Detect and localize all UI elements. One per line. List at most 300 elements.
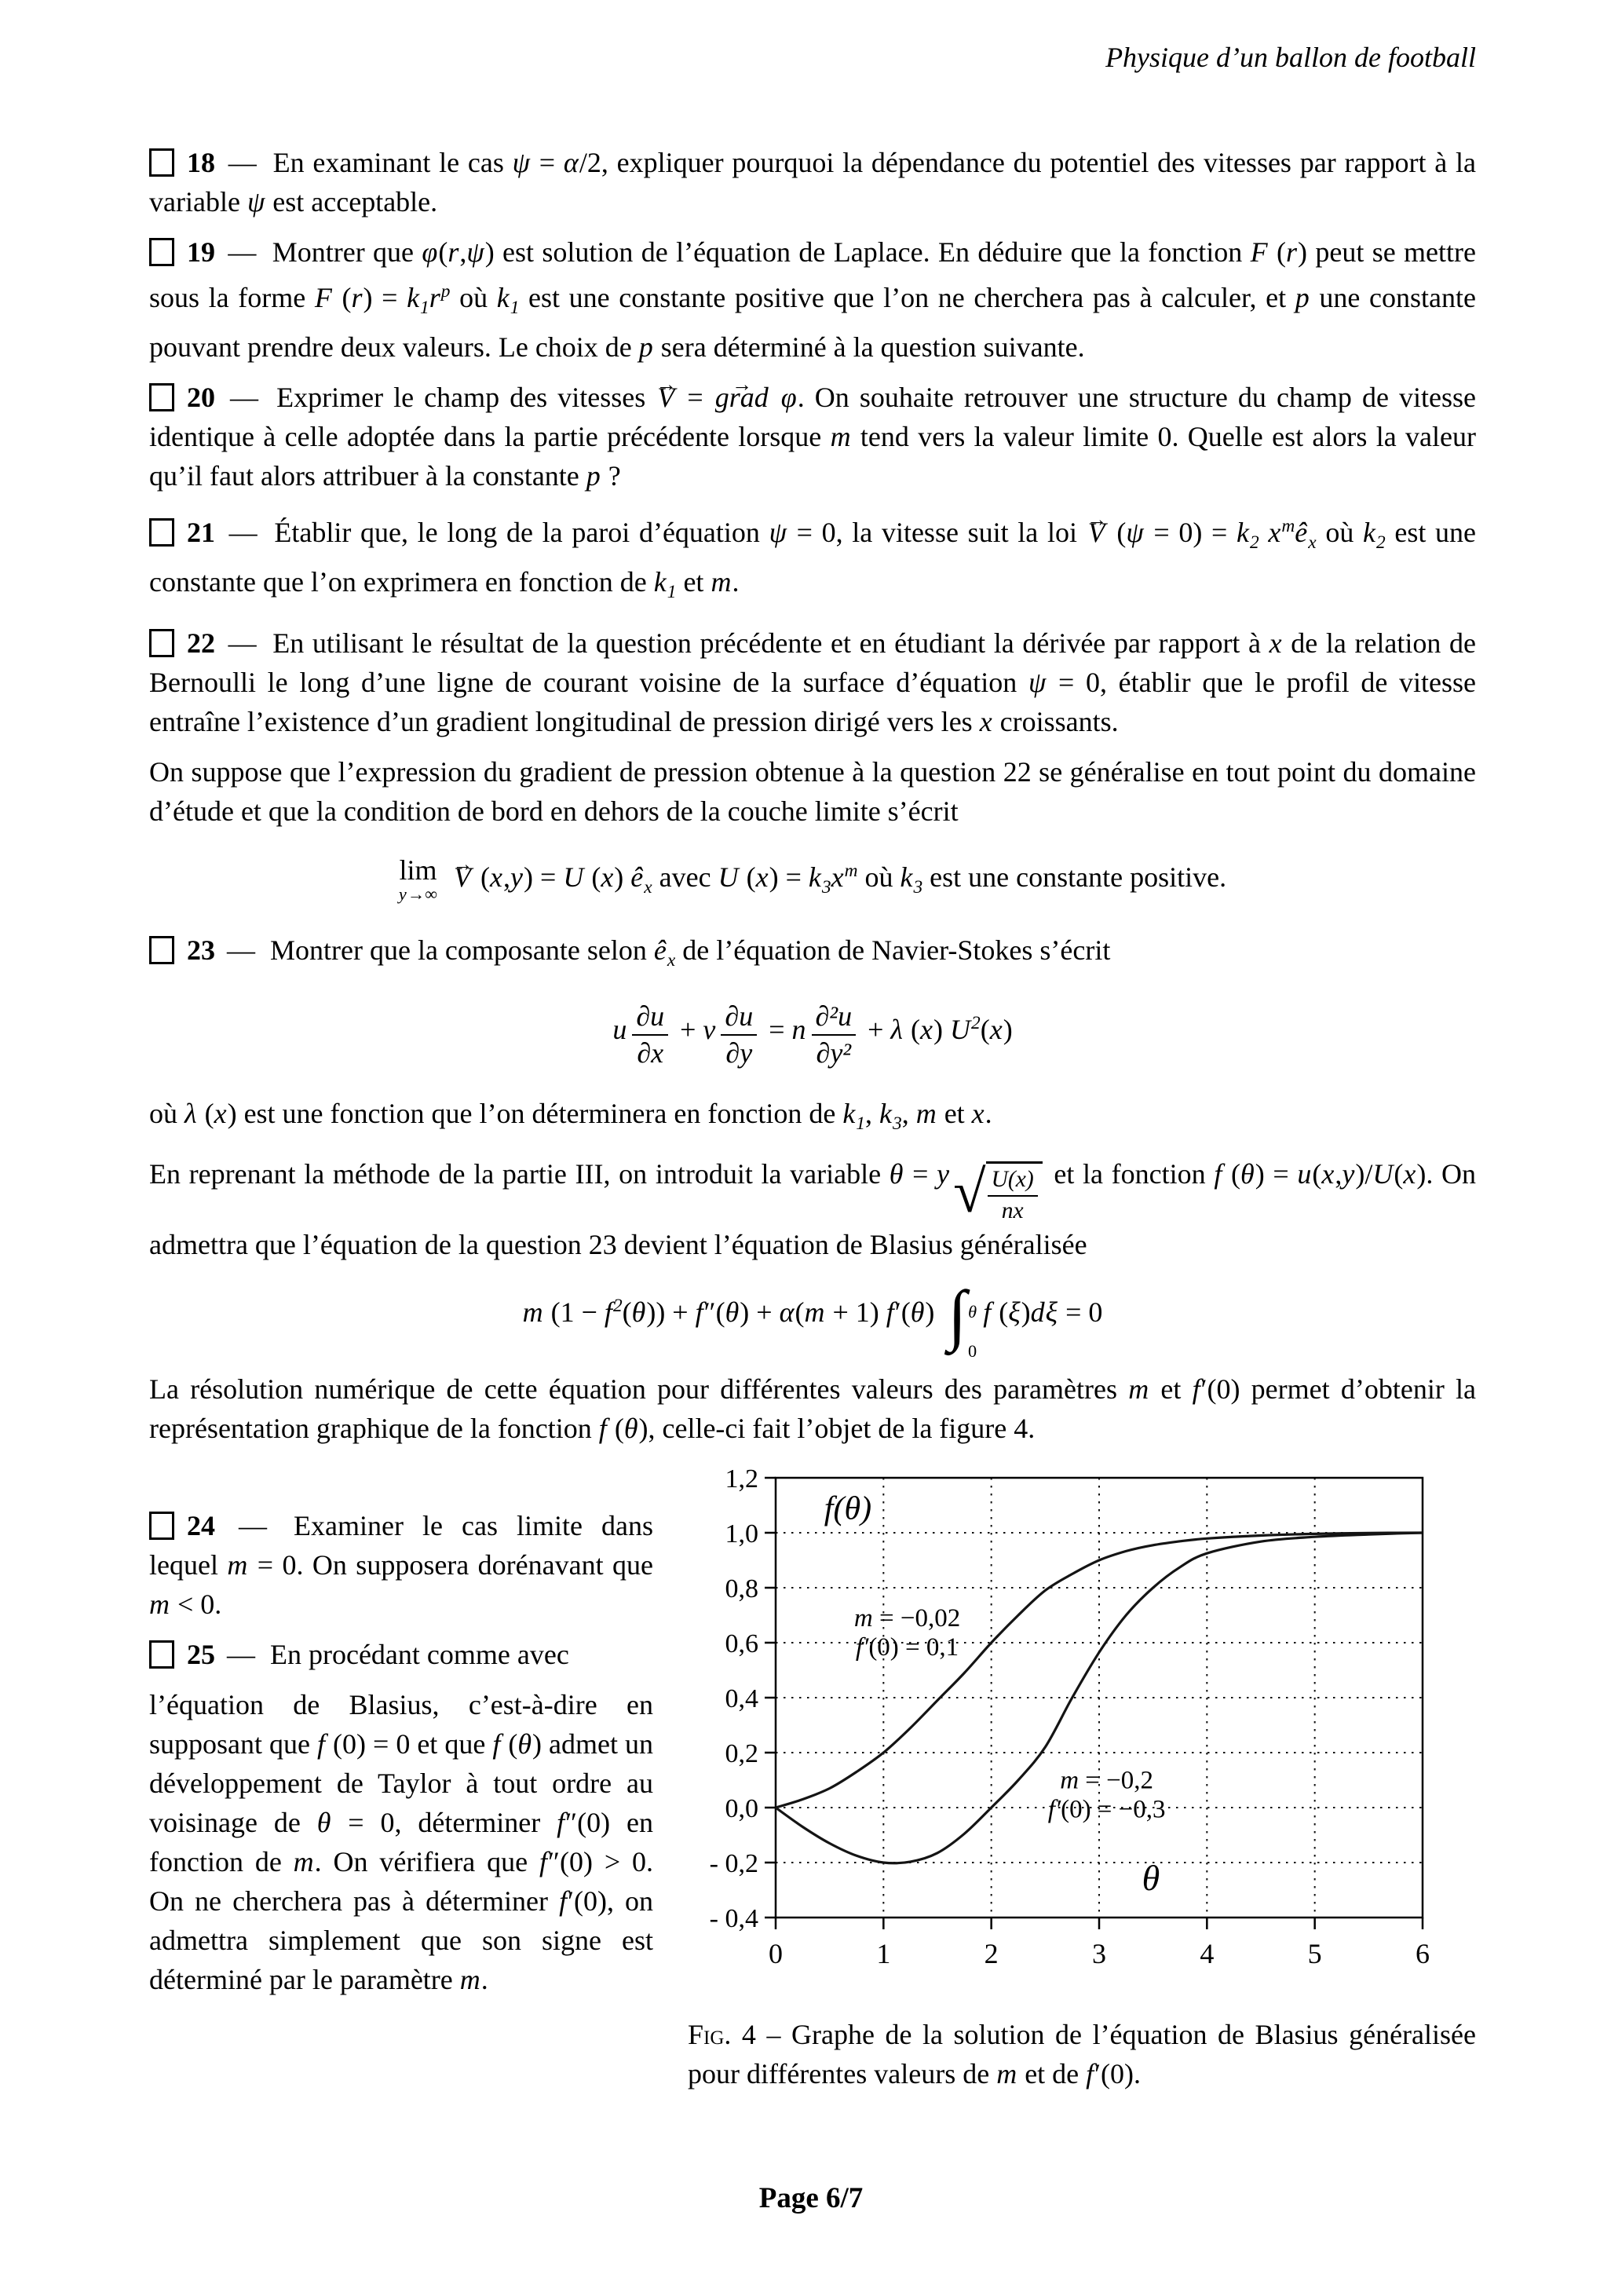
text-run: = 0. On supposera dorénavant que	[248, 1548, 653, 1581]
text-run: ′(0) permet d’obtenir la représentation graphique de la fonction	[149, 1373, 1476, 1444]
math-var: f	[886, 1296, 894, 1328]
right-column	[688, 1465, 1476, 2093]
subscript: 3	[913, 876, 923, 898]
series-2-annotation: m = −0,2	[1060, 1766, 1154, 1795]
text-run: croissants.	[992, 705, 1119, 737]
text-run: ) admet un développement de Taylor à tout ordre au voisinage de	[149, 1727, 653, 1838]
math-var: p	[586, 460, 601, 492]
math-var: θ	[517, 1727, 532, 1760]
math-var: k	[653, 566, 667, 598]
math-var: k	[808, 861, 821, 893]
text-run: – Graphe de la solution de l’équation de Blasius généralisée pour différentes valeurs de	[688, 2018, 1476, 2089]
text-run: Exprimer le champ des vitesses	[276, 382, 656, 414]
math-var: F	[1250, 236, 1268, 268]
lambda-note	[149, 1094, 1476, 1143]
math-var: u	[1297, 1157, 1312, 1190]
text-run: →∞	[407, 884, 438, 905]
text-run: =	[531, 147, 564, 178]
text-run: une constante pouvant prendre deux valeurs. Le choix de	[149, 282, 1476, 364]
subscript: 3	[892, 1113, 902, 1134]
question-dash: —	[220, 627, 265, 659]
question-24	[149, 1506, 653, 1624]
math-var: k	[900, 861, 913, 893]
text-run: et	[937, 1097, 972, 1129]
figure4-chart	[688, 1465, 1476, 1996]
math-var: U	[718, 861, 739, 893]
text-run	[445, 861, 452, 893]
text-run: (	[992, 1296, 1009, 1328]
math-var: φ	[422, 236, 438, 268]
two-column-section	[149, 1465, 1476, 2093]
text-run: ) =	[1255, 1157, 1298, 1190]
math-var: m	[227, 1548, 248, 1581]
math-var: U	[1372, 1157, 1394, 1190]
text-run: = 0, déterminer	[331, 1806, 557, 1838]
text-run: ,	[1335, 1157, 1343, 1190]
text-run: ) =	[769, 861, 809, 893]
text-run: ,	[459, 236, 467, 268]
text-run: (0) = 0 et que	[326, 1727, 493, 1760]
main-flow	[149, 143, 1476, 1448]
math-var: ψ	[1126, 517, 1144, 549]
integral: ∫ θ 0	[948, 1276, 977, 1361]
subscript: x	[667, 949, 676, 971]
math-var: f	[492, 1727, 501, 1760]
math-var: x	[490, 861, 503, 893]
math-var: r	[1286, 236, 1298, 268]
figure4	[688, 1465, 1476, 1996]
math-var: λ	[890, 1013, 904, 1045]
math-var: ê	[630, 861, 644, 893]
text-run: (	[473, 861, 491, 893]
question-dash: —	[220, 147, 265, 178]
text-run: ) =	[524, 861, 564, 893]
resolution-note	[149, 1369, 1476, 1448]
text-run: . On vérifiera que	[314, 1845, 539, 1877]
y-tick-label: 0,2	[725, 1738, 758, 1768]
text-run: .	[985, 1097, 992, 1129]
math-var: v	[703, 1013, 716, 1045]
text-run: En utilisant le résultat de la question précédente et en étudiant la dérivée par rapport à	[272, 627, 1269, 659]
theta-intro	[149, 1154, 1476, 1264]
text-run: (	[622, 1296, 632, 1328]
math-var: φ	[780, 382, 797, 414]
question-dash: —	[220, 1509, 287, 1541]
math-var: n	[791, 1013, 806, 1045]
square-root: √ $\frac{U(x)}{nx}$	[953, 1161, 1043, 1225]
superscript: m	[1281, 516, 1295, 537]
text-run: +	[673, 1013, 703, 1045]
superscript: 2	[612, 1295, 623, 1316]
math-var: p	[638, 331, 653, 364]
x-tick-label: 0	[769, 1937, 783, 1969]
y-axis-label: f(θ)	[824, 1490, 872, 1527]
subscript: 1	[420, 298, 429, 319]
math-var: k	[842, 1097, 856, 1129]
series-1-annotation: m = −0,02	[853, 1603, 961, 1632]
text-run: )	[1003, 1013, 1013, 1045]
series-2-annotation: f′(0) = −0,3	[1047, 1795, 1166, 1824]
text-run: ), celle-ci fait l’objet de la figure 4.	[638, 1412, 1036, 1444]
question-number: 23	[187, 934, 215, 966]
text-run: )	[1021, 1296, 1031, 1328]
text-run: < 0.	[170, 1588, 222, 1620]
math-var: ψ	[512, 147, 531, 178]
text-run: En examinant le cas	[272, 147, 513, 178]
text-run: ′(0).	[1094, 2057, 1142, 2089]
text-run: et	[1149, 1373, 1193, 1405]
math-var: y	[937, 1157, 950, 1190]
question-20	[149, 378, 1476, 495]
text-run: La résolution numérique de cette équation pour différentes valeurs des paramètres	[149, 1373, 1129, 1405]
question-number: 25	[187, 1638, 215, 1670]
math-var: f	[1086, 2057, 1094, 2089]
text-run: =	[762, 1013, 792, 1045]
text-run: (	[795, 1296, 805, 1328]
subscript: 2	[1375, 532, 1386, 554]
text-run: ′(	[894, 1296, 911, 1328]
subscript: 1	[510, 298, 520, 319]
math-var: f	[604, 1296, 612, 1328]
text-run	[771, 382, 781, 413]
math-var: k	[407, 282, 420, 313]
text-run: ″(0) en fonction de	[149, 1806, 654, 1877]
math-var: θ	[889, 1157, 904, 1190]
x-tick-label: 1	[876, 1937, 891, 1969]
math-var: f	[695, 1296, 703, 1328]
question-number: 19	[187, 236, 215, 268]
math-var: y	[398, 884, 407, 905]
subscript: 2	[1249, 532, 1259, 554]
text-run: Montrer que la composante selon	[270, 934, 654, 966]
text-run: et de	[1017, 2057, 1087, 2089]
superscript: 2	[971, 1012, 981, 1033]
text-run: et	[676, 566, 711, 598]
math-var: f	[1192, 1373, 1200, 1405]
text-run: ) +	[740, 1296, 780, 1328]
math-var: m	[804, 1296, 825, 1328]
question-number: 24	[187, 1509, 215, 1541]
question-checkbox-icon	[149, 148, 174, 177]
math-var: ξ	[1008, 1296, 1021, 1328]
text-run: ′(0), on admettra simplement que son signe est déterminé par le paramètre	[149, 1885, 654, 1995]
question-25-continued	[149, 1685, 653, 1999]
question-number: 21	[187, 517, 215, 549]
y-tick-label: - 0,4	[709, 1903, 758, 1933]
math-var: U	[950, 1013, 970, 1045]
math-var: x	[979, 705, 992, 737]
fraction: $\frac{\text{∂²u}}{\text{∂y²}}$	[812, 1000, 857, 1070]
text-run: ) peut se mettre sous la forme	[149, 236, 1476, 313]
figure4-caption	[688, 2015, 1476, 2093]
text-run: (	[904, 1013, 921, 1045]
math-var: k	[1363, 517, 1375, 549]
math-var: m	[522, 1296, 543, 1328]
text-run: où	[1316, 517, 1363, 549]
text-run: =	[677, 382, 714, 414]
text-run: (	[980, 1013, 990, 1045]
text-run: ″(	[703, 1296, 725, 1328]
math-var: m	[1128, 1373, 1149, 1405]
page-number: Page 6/7	[758, 2182, 864, 2214]
text-run: est une constante que l’on exprimera en fonction de	[149, 517, 1477, 598]
text-run: ) =	[363, 282, 407, 313]
math-var: x	[1403, 1157, 1416, 1190]
question-dash: —	[220, 382, 269, 414]
text-run: (	[1268, 236, 1286, 268]
math-var: d	[1030, 1296, 1045, 1328]
x-tick-label: 3	[1092, 1937, 1106, 1969]
text-run: où	[450, 282, 497, 313]
math-var: k	[1237, 517, 1249, 549]
math-var: f	[557, 1806, 565, 1838]
math-var: ψ	[466, 236, 484, 268]
text-run: = 0, la vitesse suit la loi	[787, 517, 1087, 549]
text-run: =	[904, 1157, 937, 1190]
text-run: )	[933, 1013, 950, 1045]
math-var: m	[915, 1097, 937, 1129]
text-run: )/	[1355, 1157, 1373, 1190]
fraction: $\frac{U(x)}{nx}$	[988, 1167, 1038, 1225]
text-run: ″(0) > 0. On ne cherchera pas à déterminer	[149, 1845, 653, 1917]
question-checkbox-icon	[149, 1640, 174, 1669]
superscript: p	[440, 281, 451, 302]
limit: lim y→∞	[398, 854, 438, 905]
math-var: x	[920, 1013, 933, 1045]
math-var: m	[996, 2057, 1017, 2089]
vector-arrow: → grad	[714, 378, 771, 417]
math-var: r	[429, 282, 440, 313]
text-run: de la relation de Bernoulli le long d’une ligne de courant voisine de la surface d’équation	[149, 627, 1477, 698]
vector-arrow: → V	[1087, 513, 1108, 552]
text-run: où	[857, 861, 901, 893]
math-var: f	[1214, 1157, 1222, 1190]
text-run: .	[480, 1963, 488, 1995]
text-run: )	[925, 1296, 942, 1328]
text-run: . On souhaite retrouver une structure du champ de vitesse identique à celle adoptée dans la partie précédente lorsque	[149, 382, 1476, 453]
math-var: f	[317, 1727, 326, 1760]
math-var: x	[214, 1097, 227, 1129]
question-dash: —	[220, 1638, 262, 1670]
text-run: ) est solution de l’équation de Laplace. En déduire que la fonction	[484, 236, 1251, 268]
question-22	[149, 623, 1476, 741]
subscript: 1	[856, 1113, 865, 1134]
math-var: k	[879, 1097, 892, 1129]
text-run: ). On admettra que l’équation de la question 23 devient l’équation de Blasius généralisée	[149, 1157, 1476, 1260]
text-run: de l’équation de Navier-Stokes s’écrit	[675, 934, 1111, 966]
y-tick-label: 0,6	[725, 1629, 758, 1658]
text-run: En reprenant la méthode de la partie III, on introduit la variable	[149, 1157, 890, 1190]
math-var: x	[989, 1013, 1003, 1045]
question-21	[149, 506, 1476, 612]
y-tick-label: 0,8	[725, 1574, 758, 1603]
text-run: est acceptable.	[265, 186, 438, 218]
x-tick-label: 5	[1307, 1937, 1322, 1969]
math-var: x	[755, 861, 769, 893]
math-var: y	[1342, 1157, 1355, 1190]
math-var: ψ	[247, 186, 265, 218]
text-run: = 0) =	[1144, 517, 1237, 549]
text-run: (	[438, 236, 448, 268]
math-var: U	[563, 861, 584, 893]
text-run: (	[1312, 1157, 1322, 1190]
subscript: 3	[821, 876, 831, 898]
equation-limit	[149, 851, 1476, 907]
math-var: λ	[184, 1097, 197, 1129]
y-tick-label: 0,0	[725, 1793, 758, 1823]
math-var: α	[779, 1296, 795, 1328]
assumption-note	[149, 752, 1476, 831]
x-tick-label: 2	[984, 1937, 999, 1969]
text-run: ,	[901, 1097, 916, 1129]
math-var: ξ	[1045, 1296, 1058, 1328]
text-run: (	[1394, 1157, 1404, 1190]
question-checkbox-icon	[149, 383, 174, 411]
question-19	[149, 232, 1476, 367]
math-var: F	[314, 282, 332, 313]
equation-blasius	[149, 1276, 1476, 1361]
fraction: $\frac{\partial u}{\partial x}$	[632, 1000, 668, 1070]
math-var: ê	[1295, 517, 1308, 549]
math-var: f	[539, 1845, 547, 1877]
text-run: (	[584, 861, 601, 893]
question-checkbox-icon	[149, 1512, 174, 1540]
text-run: (	[332, 282, 352, 313]
question-checkbox-icon	[149, 936, 174, 964]
text-run: Établir que, le long de la paroi d’équation	[274, 517, 769, 549]
text-run: (1 −	[543, 1296, 605, 1328]
question-dash: —	[220, 517, 267, 549]
x-tick-label: 4	[1200, 1937, 1215, 1969]
math-var: ψ	[769, 517, 787, 549]
math-var: x	[601, 861, 614, 893]
math-var: m	[293, 1845, 314, 1877]
text-run: Montrer que	[272, 236, 422, 268]
text-run: Examiner le cas limite dans lequel	[149, 1509, 653, 1581]
math-var: ψ	[1028, 666, 1047, 698]
figure-caption-label: Fig. 4	[688, 2018, 756, 2050]
text-run: (	[197, 1097, 214, 1129]
text-run: En procédant comme avec	[270, 1638, 569, 1670]
question-checkbox-icon	[149, 629, 174, 657]
fraction: $\frac{\partial u}{\partial y}$	[721, 1000, 757, 1070]
math-var: m	[830, 421, 851, 453]
question-number: 20	[187, 382, 215, 414]
math-var: u	[612, 1013, 627, 1045]
x-axis-label: θ	[1142, 1857, 1160, 1898]
y-tick-label: - 0,2	[709, 1848, 758, 1878]
text-run: est une constante positive.	[922, 861, 1227, 893]
question-dash: —	[220, 934, 262, 966]
text-run: = 0, établir que le profil de vitesse entraîne l’existence d’un gradient longitudinal de pression dirigé vers les	[149, 666, 1476, 737]
math-var: p	[1295, 282, 1310, 313]
text-run: ) est une fonction que l’on déterminera en fonction de	[227, 1097, 843, 1129]
math-var: x	[1321, 1157, 1335, 1190]
math-var: y	[510, 861, 524, 893]
text-run: où	[149, 1097, 184, 1129]
text-run: )) +	[646, 1296, 696, 1328]
question-23	[149, 930, 1476, 980]
superscript: m	[844, 860, 858, 881]
vector-arrow: → V	[656, 378, 677, 417]
text-run: (	[1107, 517, 1127, 549]
y-tick-label: 1,0	[725, 1519, 758, 1548]
vector-arrow: → V	[452, 857, 473, 897]
text-run: ,	[503, 861, 511, 893]
subscript: 1	[667, 582, 677, 603]
question-number: 22	[187, 627, 215, 659]
text-run: ,	[865, 1097, 879, 1129]
series-1-annotation: f′(0) = 0,1	[855, 1632, 959, 1662]
math-var: θ	[623, 1412, 638, 1444]
question-25	[149, 1635, 653, 1674]
text-run: /2, expliquer pourquoi la dépendance du potentiel des vitesses par rapport à la variable	[149, 147, 1477, 218]
math-var: m	[149, 1588, 170, 1620]
left-column	[149, 1465, 653, 2093]
math-var: x	[1269, 627, 1282, 659]
text-run: (	[501, 1727, 518, 1760]
text-run: est une constante positive que l’on ne cherchera pas à calculer, et	[519, 282, 1295, 313]
math-var: f	[983, 1296, 992, 1328]
subscript: x	[1308, 532, 1317, 554]
math-var: θ	[725, 1296, 740, 1328]
question-checkbox-icon	[149, 518, 174, 547]
text-run: + 1)	[825, 1296, 886, 1328]
y-tick-label: 1,2	[725, 1464, 758, 1493]
text-run: tend vers la valeur limite 0. Quelle est alors la valeur qu’il faut alors attribuer à la constante	[149, 421, 1476, 492]
math-var: f	[559, 1885, 568, 1917]
text-run: (	[739, 861, 756, 893]
math-var: θ	[631, 1296, 646, 1328]
math-var: r	[351, 282, 363, 313]
equation-navier-stokes	[149, 1000, 1476, 1070]
text-run: ?	[601, 460, 621, 492]
text-run: l’équation de Blasius, c’est-à-dire en supposant que	[149, 1688, 653, 1760]
math-var: k	[496, 282, 510, 313]
text-run: +	[860, 1013, 891, 1045]
question-18	[149, 143, 1476, 221]
math-var: x	[831, 861, 844, 893]
math-var: ê	[653, 934, 667, 966]
math-var: θ	[1240, 1157, 1255, 1190]
page-header-title: Physique d’un ballon de football	[1105, 42, 1476, 73]
text-run: )	[614, 861, 631, 893]
math-var: x	[1268, 517, 1281, 549]
text-run: sera déterminé à la question suivante.	[653, 331, 1085, 364]
text-run: .	[732, 566, 740, 598]
math-var: α	[563, 147, 579, 178]
subscript: x	[644, 876, 652, 898]
math-var: m	[459, 1963, 480, 1995]
math-var: x	[971, 1097, 985, 1129]
y-tick-label: 0,4	[725, 1684, 758, 1713]
text-run: (	[607, 1412, 624, 1444]
question-checkbox-icon	[149, 238, 174, 266]
text-run: = 0	[1058, 1296, 1103, 1328]
math-var: f	[598, 1412, 607, 1444]
math-var: r	[448, 236, 459, 268]
x-tick-label: 6	[1416, 1937, 1430, 1969]
text-run: (	[1222, 1157, 1241, 1190]
math-var: m	[711, 566, 732, 598]
text-run: et la fonction	[1045, 1157, 1215, 1190]
math-var: θ	[910, 1296, 925, 1328]
text-run: avec	[652, 861, 718, 893]
question-number: 18	[187, 147, 215, 178]
question-dash: —	[220, 236, 265, 268]
text-run	[1259, 517, 1269, 548]
text-run: On suppose que l’expression du gradient de pression obtenue à la question 22 se généralise en tout point du domaine d’étude et que la condition de bord en dehors de la couche limite s’écrit	[149, 755, 1476, 827]
